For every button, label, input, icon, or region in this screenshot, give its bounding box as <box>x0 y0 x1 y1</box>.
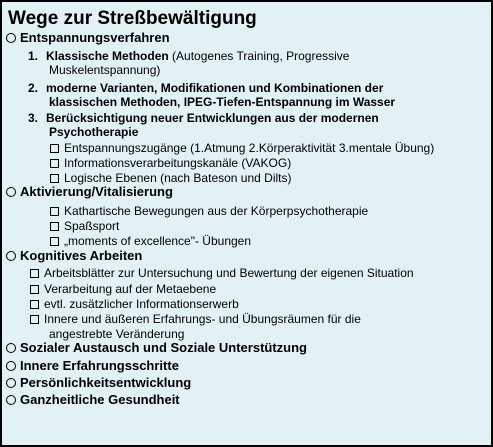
section-label: Aktivierung/Vitalisierung <box>20 184 173 199</box>
sub-item-text: Verarbeitung auf der Metaebene <box>44 282 217 296</box>
section-label: Persönlichkeitsentwicklung <box>20 375 192 390</box>
section-aktivierung <box>6 185 173 199</box>
circle-bullet-icon <box>6 187 16 197</box>
item-number: 2. <box>28 81 39 95</box>
sub-item <box>50 171 291 185</box>
sub-item-text: „moments of excellence"- Übungen <box>64 234 252 248</box>
section-ganzheitliche-gesundheit <box>6 393 180 407</box>
item-number: 1. <box>28 49 39 63</box>
item-text: (Autogenes Training, Progressive <box>168 49 350 63</box>
section-label: Innere Erfahrungsschritte <box>20 358 179 373</box>
list-item-2-continuation: klassischen Methoden, IPEG-Tiefen-Entspannung im Wasser <box>49 95 396 109</box>
checkbox-bullet-icon <box>50 207 59 216</box>
checkbox-bullet-icon <box>30 285 39 294</box>
sub-item-text: Arbeitsblätter zur Untersuchung und Bewertung der eigenen Situation <box>44 266 414 280</box>
sub-item-text: evtl. zusätzlicher Informationserwerb <box>44 297 239 311</box>
sub-item-text: Kathartische Bewegungen aus der Körperpsychotherapie <box>64 204 369 218</box>
item-bold-text: moderne Varianten, Modifikationen und Kombinationen der <box>46 81 384 95</box>
circle-bullet-icon <box>6 361 16 371</box>
checkbox-bullet-icon <box>50 174 59 183</box>
list-item-2 <box>28 81 383 95</box>
checkbox-bullet-icon <box>50 222 59 231</box>
checkbox-bullet-icon <box>30 269 39 278</box>
section-label: Kognitives Arbeiten <box>20 248 143 263</box>
checkbox-bullet-icon <box>30 300 39 309</box>
list-item-1 <box>28 49 349 63</box>
list-item-3-continuation: Psychotherapie <box>49 125 139 139</box>
section-label: Ganzheitliche Gesundheit <box>20 392 180 407</box>
circle-bullet-icon <box>6 343 16 353</box>
checkbox-bullet-icon <box>50 159 59 168</box>
circle-bullet-icon <box>6 378 16 388</box>
sub-item-text: Logische Ebenen (nach Bateson und Dilts) <box>64 171 292 185</box>
sub-item-text: Innere und äußeren Erfahrungs- und Übungsräumen für die <box>44 312 361 326</box>
page-title: Wege zur Streßbewältigung <box>8 8 257 29</box>
checkbox-bullet-icon <box>50 144 59 153</box>
section-entspannungsverfahren <box>6 31 170 45</box>
sub-item-text: Spaßsport <box>64 219 120 233</box>
section-persoenlichkeitsentwicklung <box>6 376 191 390</box>
section-kognitives-arbeiten <box>6 249 142 263</box>
sub-item <box>50 141 434 155</box>
list-item-3 <box>28 111 379 125</box>
section-innere-erfahrungsschritte <box>6 359 179 373</box>
circle-bullet-icon <box>6 33 16 43</box>
sub-item-text: Entspannungszugänge (1.Atmung 2.Körperaktivität 3.mentale Übung) <box>64 141 435 155</box>
section-sozialer-austausch <box>6 341 307 355</box>
sub-item <box>30 282 216 296</box>
sub-item <box>30 297 239 311</box>
checkbox-bullet-icon <box>50 237 59 246</box>
circle-bullet-icon <box>6 395 16 405</box>
checkbox-bullet-icon <box>30 315 39 324</box>
sub-item <box>50 156 291 170</box>
sub-item <box>30 266 414 280</box>
item-number: 3. <box>28 111 39 125</box>
sub-item-text: Informationsverarbeitungskanäle (VAKOG) <box>64 156 292 170</box>
section-label: Entspannungsverfahren <box>20 30 170 45</box>
sub-item <box>50 219 119 233</box>
section-label: Sozialer Austausch und Soziale Unterstützung <box>20 340 307 355</box>
item-bold-text: Berücksichtigung neuer Entwicklungen aus der modernen <box>46 111 379 125</box>
circle-bullet-icon <box>6 251 16 261</box>
sub-item <box>50 234 251 248</box>
sub-item <box>50 204 368 218</box>
sub-item <box>30 312 361 326</box>
item-bold-text: Klassische Methoden <box>46 49 169 63</box>
sub-item-continuation: angestrebte Veränderung <box>49 327 185 341</box>
list-item-1-continuation: Muskelentspannung) <box>49 63 161 77</box>
